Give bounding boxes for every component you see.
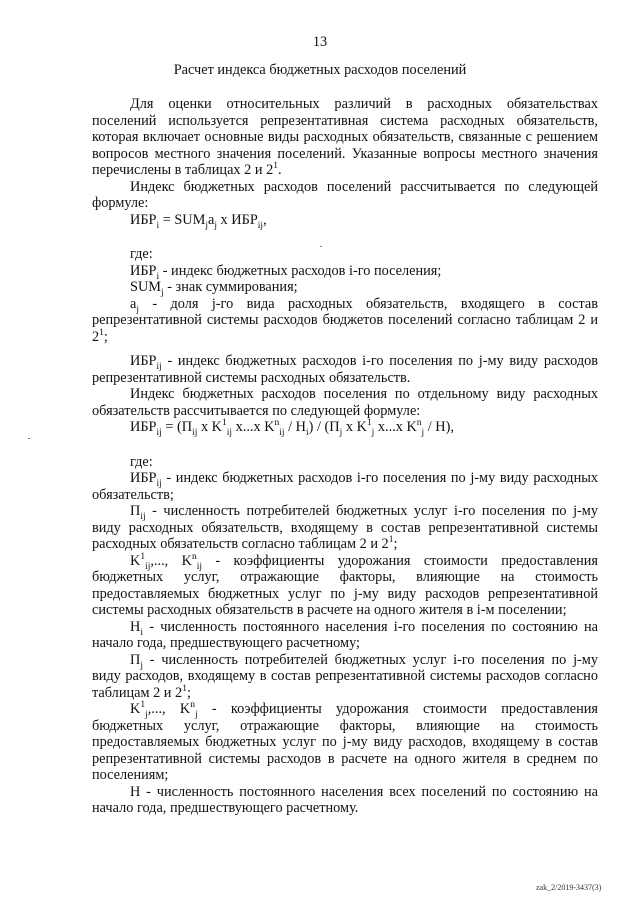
- formula-total-index: $ИБР_i = SUM_ja_j$ x $ИБР_{ij}$,: [130, 211, 267, 231]
- definition-h-i: $H_i$ - численность постоянного населения i-го поселения по состоянию на начало года, предшествующего расчетному;: [92, 618, 598, 651]
- document-body: [92, 96, 598, 817]
- definition-ibr-ij: $ИБР_{ij}$ - индекс бюджетных расходов i-го поселения по j-му виду расходов репрезентативной системы расходных обязательств.: [92, 353, 598, 386]
- definition-ibr-ij-2: $ИБР_{ij}$ - индекс бюджетных расходов i-го поселения по j-му виду расходных обязательств;: [92, 470, 598, 503]
- where-label-1: где:: [130, 246, 153, 262]
- definition-a-j: $a_j$ - доля j-го вида расходных обязательств, входящего в состав репрезентативной системы расходов бюджетов поселений согласно таблицам 2 и $2^1$;: [92, 295, 598, 345]
- definition-sum-j: $SUM_j$ - знак суммирования;: [130, 279, 298, 298]
- definition-k-ij: $K^1_{ij}$,..., $K^n_{ij}$ - коэффициенты удорожания стоимости предоставления бюджетных услуг, отражающие факторы, влияющие на стоимость предоставляемых бюджетных услуг по j-му виду расходов репрезентативной системы расходных обязательств в расчете на одного жителя в i-м поселении;: [92, 551, 598, 618]
- intro-paragraph: Для оценки относительных различий в расходных обязательствах поселений используется репрезентативная система расходных обязательств, которая включает основные виды расходных обязательств, связанные с решением вопросов местного значения поселений. Указанные вопросы местного значения перечислены в таблицах 2 и $2^1$.: [92, 96, 598, 178]
- formula-intro-paragraph-2: Индекс бюджетных расходов поселения по отдельному виду расходных обязательств рассчитывается по следующей формуле:: [92, 386, 598, 419]
- definition-h: H - численность постоянного населения всех поселений по состоянию на начало года, предшествующего расчетному.: [92, 783, 598, 816]
- footer-code: zak_2/2019-3437(3): [536, 883, 602, 892]
- definition-k-j: $K^1_j$,..., $K^n_j$ - коэффициенты удорожания стоимости предоставления бюджетных услуг, отражающие факторы, влияющие на стоимость предоставляемых бюджетных услуг по j-му виду расходов, входящему в состав репрезентативной системы расходов в расчете на одного жителя в среднем по поселениям;: [92, 700, 598, 783]
- where-label-2: где:: [130, 453, 153, 470]
- definition-ibr-i: $ИБР_i$ - индекс бюджетных расходов i-го поселения;: [130, 262, 442, 282]
- formula-individual-index: $ИБР_{ij} = (П_{ij}$ x $K^1_{ij}$ x...x $K^n_{ij} / H_i) / (П_j$ x $K^1_j$ x...x $K^n_j / H$),: [130, 418, 454, 438]
- definition-p-ij: $П_{ij}$ - численность потребителей бюджетных услуг i-го поселения по j-му виду расходных обязательств, входящему в состав репрезентативной системы расходных обязательств согласно таблицам 2 и $2^1$;: [92, 503, 598, 552]
- scan-speck: [320, 246, 322, 247]
- definition-p-j: $П_j$ - численность потребителей бюджетных услуг i-го поселения по j-му виду расходов, входящему в состав репрезентативной системы расходов согласно таблицам 2 и $2^1$;: [92, 651, 598, 701]
- scan-speck: [28, 438, 30, 439]
- formula-intro-paragraph: Индекс бюджетных расходов поселений рассчитывается по следующей формуле:: [92, 178, 598, 211]
- section-title: Расчет индекса бюджетных расходов поселений: [173, 62, 467, 78]
- page-number: 13: [312, 34, 328, 50]
